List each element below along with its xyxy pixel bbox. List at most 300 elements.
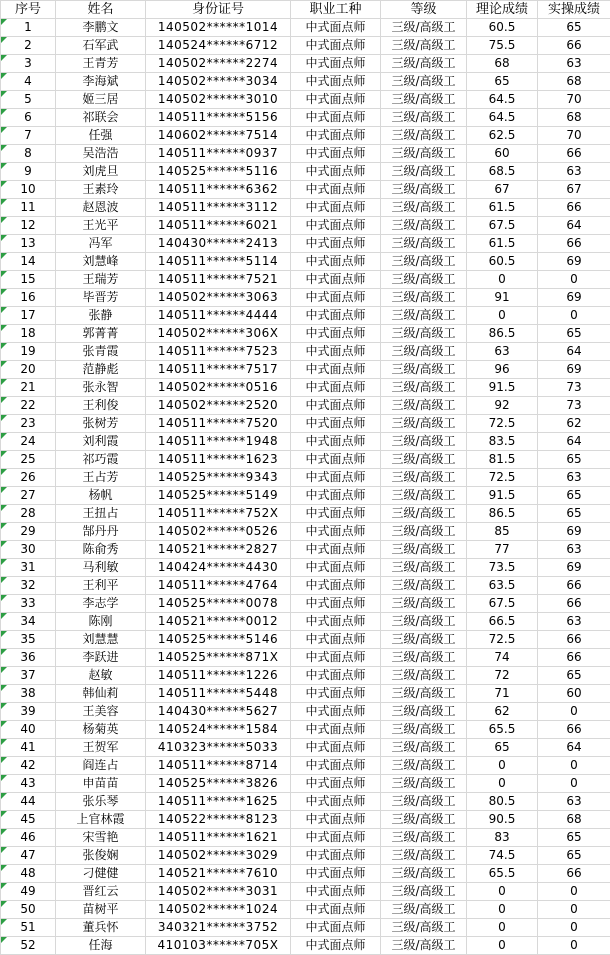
cell-name[interactable]: 任海 (56, 937, 146, 955)
cell-index[interactable]: 32 (1, 577, 56, 595)
cell-id-number[interactable]: 140511******7523 (146, 343, 291, 361)
cell-index[interactable]: 28 (1, 505, 56, 523)
cell-practical-score[interactable]: 0 (538, 937, 610, 955)
cell-name[interactable]: 冯军 (56, 235, 146, 253)
cell-practical-score[interactable]: 63 (538, 469, 610, 487)
cell-id-number[interactable]: 140511******5114 (146, 253, 291, 271)
cell-level[interactable]: 三级/高级工 (381, 451, 467, 469)
cell-theory-score[interactable]: 60.5 (467, 253, 538, 271)
cell-practical-score[interactable]: 63 (538, 163, 610, 181)
cell-theory-score[interactable]: 65 (467, 73, 538, 91)
cell-job[interactable]: 中式面点师 (291, 775, 381, 793)
cell-name[interactable]: 张俊娴 (56, 847, 146, 865)
cell-name[interactable]: 郭菁菁 (56, 325, 146, 343)
cell-id-number[interactable]: 140525******5149 (146, 487, 291, 505)
cell-level[interactable]: 三级/高级工 (381, 595, 467, 613)
cell-job[interactable]: 中式面点师 (291, 127, 381, 145)
cell-job[interactable]: 中式面点师 (291, 757, 381, 775)
cell-job[interactable]: 中式面点师 (291, 739, 381, 757)
cell-job[interactable]: 中式面点师 (291, 937, 381, 955)
cell-id-number[interactable]: 410103******705X (146, 937, 291, 955)
cell-id-number[interactable]: 140502******3063 (146, 289, 291, 307)
cell-practical-score[interactable]: 69 (538, 361, 610, 379)
cell-practical-score[interactable]: 0 (538, 757, 610, 775)
cell-practical-score[interactable]: 69 (538, 523, 610, 541)
cell-theory-score[interactable]: 0 (467, 901, 538, 919)
cell-job[interactable]: 中式面点师 (291, 577, 381, 595)
cell-level[interactable]: 三级/高级工 (381, 487, 467, 505)
cell-job[interactable]: 中式面点师 (291, 631, 381, 649)
cell-theory-score[interactable]: 73.5 (467, 559, 538, 577)
cell-index[interactable]: 24 (1, 433, 56, 451)
cell-index[interactable]: 18 (1, 325, 56, 343)
cell-job[interactable]: 中式面点师 (291, 163, 381, 181)
cell-id-number[interactable]: 410323******5033 (146, 739, 291, 757)
cell-id-number[interactable]: 140511******7517 (146, 361, 291, 379)
cell-job[interactable]: 中式面点师 (291, 649, 381, 667)
cell-index[interactable]: 47 (1, 847, 56, 865)
cell-theory-score[interactable]: 85 (467, 523, 538, 541)
cell-practical-score[interactable]: 70 (538, 127, 610, 145)
cell-level[interactable]: 三级/高级工 (381, 73, 467, 91)
cell-practical-score[interactable]: 63 (538, 541, 610, 559)
cell-name[interactable]: 上官林霞 (56, 811, 146, 829)
cell-theory-score[interactable]: 0 (467, 883, 538, 901)
cell-id-number[interactable]: 140502******306X (146, 325, 291, 343)
cell-level[interactable]: 三级/高级工 (381, 199, 467, 217)
cell-job[interactable]: 中式面点师 (291, 667, 381, 685)
cell-name[interactable]: 王利俊 (56, 397, 146, 415)
cell-index[interactable]: 23 (1, 415, 56, 433)
cell-index[interactable]: 6 (1, 109, 56, 127)
cell-practical-score[interactable]: 68 (538, 73, 610, 91)
cell-index[interactable]: 46 (1, 829, 56, 847)
cell-name[interactable]: 赵恩波 (56, 199, 146, 217)
cell-theory-score[interactable]: 91 (467, 289, 538, 307)
cell-theory-score[interactable]: 64.5 (467, 91, 538, 109)
cell-job[interactable]: 中式面点师 (291, 559, 381, 577)
cell-index[interactable]: 3 (1, 55, 56, 73)
cell-index[interactable]: 9 (1, 163, 56, 181)
cell-level[interactable]: 三级/高级工 (381, 901, 467, 919)
cell-index[interactable]: 10 (1, 181, 56, 199)
cell-job[interactable]: 中式面点师 (291, 433, 381, 451)
cell-level[interactable]: 三级/高级工 (381, 55, 467, 73)
cell-practical-score[interactable]: 0 (538, 271, 610, 289)
cell-id-number[interactable]: 140521******7610 (146, 865, 291, 883)
cell-id-number[interactable]: 140511******1621 (146, 829, 291, 847)
cell-name[interactable]: 李跃进 (56, 649, 146, 667)
cell-level[interactable]: 三级/高级工 (381, 163, 467, 181)
cell-practical-score[interactable]: 63 (538, 55, 610, 73)
cell-job[interactable]: 中式面点师 (291, 505, 381, 523)
cell-index[interactable]: 35 (1, 631, 56, 649)
cell-theory-score[interactable]: 62.5 (467, 127, 538, 145)
cell-job[interactable]: 中式面点师 (291, 397, 381, 415)
cell-index[interactable]: 25 (1, 451, 56, 469)
cell-level[interactable]: 三级/高级工 (381, 109, 467, 127)
cell-name[interactable]: 张青霞 (56, 343, 146, 361)
cell-practical-score[interactable]: 0 (538, 703, 610, 721)
cell-id-number[interactable]: 140502******1024 (146, 901, 291, 919)
cell-practical-score[interactable]: 69 (538, 559, 610, 577)
cell-job[interactable]: 中式面点师 (291, 487, 381, 505)
cell-job[interactable]: 中式面点师 (291, 217, 381, 235)
cell-name[interactable]: 刘虎旦 (56, 163, 146, 181)
cell-name[interactable]: 张树芳 (56, 415, 146, 433)
cell-job[interactable]: 中式面点师 (291, 541, 381, 559)
cell-practical-score[interactable]: 64 (538, 739, 610, 757)
cell-id-number[interactable]: 140525******5146 (146, 631, 291, 649)
cell-job[interactable]: 中式面点师 (291, 361, 381, 379)
cell-index[interactable]: 13 (1, 235, 56, 253)
cell-index[interactable]: 30 (1, 541, 56, 559)
header-cell-name[interactable]: 姓名 (56, 1, 146, 19)
cell-index[interactable]: 2 (1, 37, 56, 55)
cell-level[interactable]: 三级/高级工 (381, 379, 467, 397)
cell-practical-score[interactable]: 0 (538, 775, 610, 793)
cell-practical-score[interactable]: 62 (538, 415, 610, 433)
cell-index[interactable]: 42 (1, 757, 56, 775)
cell-practical-score[interactable]: 64 (538, 217, 610, 235)
cell-id-number[interactable]: 140511******5156 (146, 109, 291, 127)
cell-level[interactable]: 三级/高级工 (381, 829, 467, 847)
cell-job[interactable]: 中式面点师 (291, 829, 381, 847)
cell-level[interactable]: 三级/高级工 (381, 271, 467, 289)
cell-theory-score[interactable]: 65.5 (467, 865, 538, 883)
cell-name[interactable]: 任强 (56, 127, 146, 145)
cell-practical-score[interactable]: 68 (538, 811, 610, 829)
cell-theory-score[interactable]: 64.5 (467, 109, 538, 127)
cell-id-number[interactable]: 140424******4430 (146, 559, 291, 577)
cell-practical-score[interactable]: 66 (538, 145, 610, 163)
cell-theory-score[interactable]: 83.5 (467, 433, 538, 451)
cell-level[interactable]: 三级/高级工 (381, 577, 467, 595)
cell-name[interactable]: 刘慧慧 (56, 631, 146, 649)
cell-level[interactable]: 三级/高级工 (381, 37, 467, 55)
cell-theory-score[interactable]: 86.5 (467, 505, 538, 523)
cell-index[interactable]: 7 (1, 127, 56, 145)
cell-practical-score[interactable]: 65 (538, 487, 610, 505)
cell-theory-score[interactable]: 0 (467, 775, 538, 793)
cell-practical-score[interactable]: 65 (538, 19, 610, 37)
cell-practical-score[interactable]: 64 (538, 343, 610, 361)
cell-practical-score[interactable]: 0 (538, 307, 610, 325)
cell-practical-score[interactable]: 65 (538, 847, 610, 865)
cell-index[interactable]: 29 (1, 523, 56, 541)
cell-theory-score[interactable]: 63 (467, 343, 538, 361)
cell-id-number[interactable]: 140525******871X (146, 649, 291, 667)
cell-theory-score[interactable]: 74.5 (467, 847, 538, 865)
cell-job[interactable]: 中式面点师 (291, 253, 381, 271)
cell-practical-score[interactable]: 65 (538, 325, 610, 343)
cell-name[interactable]: 王瑞芳 (56, 271, 146, 289)
cell-index[interactable]: 45 (1, 811, 56, 829)
cell-id-number[interactable]: 140511******4444 (146, 307, 291, 325)
cell-practical-score[interactable]: 0 (538, 883, 610, 901)
cell-id-number[interactable]: 140502******0526 (146, 523, 291, 541)
cell-job[interactable]: 中式面点师 (291, 451, 381, 469)
cell-name[interactable]: 陈刚 (56, 613, 146, 631)
cell-name[interactable]: 马利敏 (56, 559, 146, 577)
cell-practical-score[interactable]: 73 (538, 397, 610, 415)
cell-level[interactable]: 三级/高级工 (381, 469, 467, 487)
cell-id-number[interactable]: 140511******7520 (146, 415, 291, 433)
cell-job[interactable]: 中式面点师 (291, 847, 381, 865)
cell-practical-score[interactable]: 66 (538, 37, 610, 55)
cell-job[interactable]: 中式面点师 (291, 523, 381, 541)
cell-id-number[interactable]: 140511******6362 (146, 181, 291, 199)
cell-practical-score[interactable]: 66 (538, 577, 610, 595)
cell-index[interactable]: 1 (1, 19, 56, 37)
cell-job[interactable]: 中式面点师 (291, 181, 381, 199)
cell-practical-score[interactable]: 66 (538, 199, 610, 217)
cell-index[interactable]: 44 (1, 793, 56, 811)
cell-level[interactable]: 三级/高级工 (381, 667, 467, 685)
cell-level[interactable]: 三级/高级工 (381, 739, 467, 757)
cell-name[interactable]: 王美容 (56, 703, 146, 721)
cell-theory-score[interactable]: 80.5 (467, 793, 538, 811)
cell-index[interactable]: 27 (1, 487, 56, 505)
cell-theory-score[interactable]: 74 (467, 649, 538, 667)
cell-id-number[interactable]: 140511******0937 (146, 145, 291, 163)
cell-level[interactable]: 三级/高级工 (381, 433, 467, 451)
cell-level[interactable]: 三级/高级工 (381, 253, 467, 271)
cell-job[interactable]: 中式面点师 (291, 343, 381, 361)
cell-practical-score[interactable]: 67 (538, 181, 610, 199)
cell-practical-score[interactable]: 63 (538, 793, 610, 811)
cell-job[interactable]: 中式面点师 (291, 703, 381, 721)
cell-practical-score[interactable]: 69 (538, 289, 610, 307)
cell-theory-score[interactable]: 67.5 (467, 217, 538, 235)
cell-id-number[interactable]: 140502******3031 (146, 883, 291, 901)
cell-job[interactable]: 中式面点师 (291, 379, 381, 397)
cell-name[interactable]: 郜丹丹 (56, 523, 146, 541)
cell-name[interactable]: 张乐琴 (56, 793, 146, 811)
cell-theory-score[interactable]: 75.5 (467, 37, 538, 55)
cell-theory-score[interactable]: 91.5 (467, 379, 538, 397)
cell-index[interactable]: 19 (1, 343, 56, 361)
cell-name[interactable]: 吴浩浩 (56, 145, 146, 163)
cell-level[interactable]: 三级/高级工 (381, 397, 467, 415)
cell-name[interactable]: 范静彪 (56, 361, 146, 379)
cell-name[interactable]: 刘利霞 (56, 433, 146, 451)
cell-level[interactable]: 三级/高级工 (381, 289, 467, 307)
cell-index[interactable]: 37 (1, 667, 56, 685)
cell-level[interactable]: 三级/高级工 (381, 343, 467, 361)
cell-index[interactable]: 48 (1, 865, 56, 883)
cell-name[interactable]: 董兵怀 (56, 919, 146, 937)
cell-level[interactable]: 三级/高级工 (381, 757, 467, 775)
cell-practical-score[interactable]: 0 (538, 919, 610, 937)
cell-job[interactable]: 中式面点师 (291, 91, 381, 109)
cell-job[interactable]: 中式面点师 (291, 271, 381, 289)
cell-theory-score[interactable]: 90.5 (467, 811, 538, 829)
cell-job[interactable]: 中式面点师 (291, 865, 381, 883)
cell-theory-score[interactable]: 72.5 (467, 415, 538, 433)
cell-level[interactable]: 三级/高级工 (381, 865, 467, 883)
cell-level[interactable]: 三级/高级工 (381, 505, 467, 523)
cell-theory-score[interactable]: 68.5 (467, 163, 538, 181)
cell-name[interactable]: 刁健健 (56, 865, 146, 883)
cell-theory-score[interactable]: 65 (467, 739, 538, 757)
cell-name[interactable]: 李鹏文 (56, 19, 146, 37)
cell-job[interactable]: 中式面点师 (291, 37, 381, 55)
cell-index[interactable]: 20 (1, 361, 56, 379)
cell-level[interactable]: 三级/高级工 (381, 235, 467, 253)
cell-job[interactable]: 中式面点师 (291, 55, 381, 73)
cell-level[interactable]: 三级/高级工 (381, 685, 467, 703)
cell-id-number[interactable]: 140511******752X (146, 505, 291, 523)
cell-id-number[interactable]: 140511******4764 (146, 577, 291, 595)
cell-job[interactable]: 中式面点师 (291, 613, 381, 631)
cell-theory-score[interactable]: 81.5 (467, 451, 538, 469)
cell-id-number[interactable]: 140511******1226 (146, 667, 291, 685)
cell-index[interactable]: 21 (1, 379, 56, 397)
cell-theory-score[interactable]: 62 (467, 703, 538, 721)
cell-theory-score[interactable]: 83 (467, 829, 538, 847)
cell-job[interactable]: 中式面点师 (291, 415, 381, 433)
cell-level[interactable]: 三级/高级工 (381, 703, 467, 721)
cell-practical-score[interactable]: 65 (538, 829, 610, 847)
cell-id-number[interactable]: 140430******2413 (146, 235, 291, 253)
cell-level[interactable]: 三级/高级工 (381, 793, 467, 811)
cell-name[interactable]: 李海斌 (56, 73, 146, 91)
cell-name[interactable]: 王贺军 (56, 739, 146, 757)
cell-practical-score[interactable]: 66 (538, 721, 610, 739)
cell-job[interactable]: 中式面点师 (291, 595, 381, 613)
cell-index[interactable]: 8 (1, 145, 56, 163)
header-cell-practical[interactable]: 实操成绩 (538, 1, 610, 19)
cell-level[interactable]: 三级/高级工 (381, 721, 467, 739)
cell-level[interactable]: 三级/高级工 (381, 91, 467, 109)
cell-job[interactable]: 中式面点师 (291, 145, 381, 163)
cell-id-number[interactable]: 140511******1623 (146, 451, 291, 469)
cell-job[interactable]: 中式面点师 (291, 685, 381, 703)
cell-level[interactable]: 三级/高级工 (381, 613, 467, 631)
header-cell-job[interactable]: 职业工种 (291, 1, 381, 19)
cell-index[interactable]: 31 (1, 559, 56, 577)
cell-practical-score[interactable]: 73 (538, 379, 610, 397)
cell-job[interactable]: 中式面点师 (291, 19, 381, 37)
cell-theory-score[interactable]: 60.5 (467, 19, 538, 37)
cell-index[interactable]: 40 (1, 721, 56, 739)
cell-theory-score[interactable]: 71 (467, 685, 538, 703)
cell-index[interactable]: 52 (1, 937, 56, 955)
cell-level[interactable]: 三级/高级工 (381, 127, 467, 145)
cell-index[interactable]: 4 (1, 73, 56, 91)
cell-id-number[interactable]: 340321******3752 (146, 919, 291, 937)
cell-job[interactable]: 中式面点师 (291, 289, 381, 307)
cell-index[interactable]: 43 (1, 775, 56, 793)
cell-index[interactable]: 51 (1, 919, 56, 937)
cell-theory-score[interactable]: 0 (467, 757, 538, 775)
cell-index[interactable]: 50 (1, 901, 56, 919)
cell-practical-score[interactable]: 70 (538, 91, 610, 109)
cell-index[interactable]: 11 (1, 199, 56, 217)
cell-theory-score[interactable]: 0 (467, 937, 538, 955)
cell-id-number[interactable]: 140525******5116 (146, 163, 291, 181)
cell-theory-score[interactable]: 65.5 (467, 721, 538, 739)
cell-id-number[interactable]: 140524******6712 (146, 37, 291, 55)
cell-id-number[interactable]: 140502******1014 (146, 19, 291, 37)
cell-practical-score[interactable]: 66 (538, 235, 610, 253)
cell-theory-score[interactable]: 66.5 (467, 613, 538, 631)
cell-level[interactable]: 三级/高级工 (381, 217, 467, 235)
cell-name[interactable]: 张静 (56, 307, 146, 325)
cell-name[interactable]: 王利平 (56, 577, 146, 595)
cell-theory-score[interactable]: 86.5 (467, 325, 538, 343)
cell-practical-score[interactable]: 66 (538, 595, 610, 613)
cell-index[interactable]: 36 (1, 649, 56, 667)
cell-practical-score[interactable]: 65 (538, 505, 610, 523)
cell-level[interactable]: 三级/高级工 (381, 361, 467, 379)
cell-theory-score[interactable]: 67.5 (467, 595, 538, 613)
cell-name[interactable]: 姬三居 (56, 91, 146, 109)
cell-level[interactable]: 三级/高级工 (381, 775, 467, 793)
cell-id-number[interactable]: 140524******1584 (146, 721, 291, 739)
cell-level[interactable]: 三级/高级工 (381, 523, 467, 541)
cell-practical-score[interactable]: 0 (538, 901, 610, 919)
cell-theory-score[interactable]: 72.5 (467, 469, 538, 487)
cell-index[interactable]: 34 (1, 613, 56, 631)
cell-job[interactable]: 中式面点师 (291, 469, 381, 487)
cell-theory-score[interactable]: 96 (467, 361, 538, 379)
cell-practical-score[interactable]: 68 (538, 109, 610, 127)
cell-job[interactable]: 中式面点师 (291, 307, 381, 325)
cell-name[interactable]: 申苗苗 (56, 775, 146, 793)
cell-id-number[interactable]: 140602******7514 (146, 127, 291, 145)
cell-job[interactable]: 中式面点师 (291, 721, 381, 739)
cell-level[interactable]: 三级/高级工 (381, 181, 467, 199)
cell-level[interactable]: 三级/高级工 (381, 649, 467, 667)
cell-id-number[interactable]: 140502******0516 (146, 379, 291, 397)
cell-id-number[interactable]: 140511******3112 (146, 199, 291, 217)
cell-id-number[interactable]: 140511******1625 (146, 793, 291, 811)
cell-name[interactable]: 王占芳 (56, 469, 146, 487)
cell-practical-score[interactable]: 69 (538, 253, 610, 271)
cell-level[interactable]: 三级/高级工 (381, 307, 467, 325)
cell-name[interactable]: 苗树平 (56, 901, 146, 919)
cell-theory-score[interactable]: 68 (467, 55, 538, 73)
cell-theory-score[interactable]: 77 (467, 541, 538, 559)
cell-job[interactable]: 中式面点师 (291, 109, 381, 127)
cell-index[interactable]: 26 (1, 469, 56, 487)
cell-name[interactable]: 李志学 (56, 595, 146, 613)
cell-job[interactable]: 中式面点师 (291, 883, 381, 901)
cell-job[interactable]: 中式面点师 (291, 919, 381, 937)
cell-theory-score[interactable]: 67 (467, 181, 538, 199)
header-cell-theory[interactable]: 理论成绩 (467, 1, 538, 19)
cell-theory-score[interactable]: 0 (467, 271, 538, 289)
cell-name[interactable]: 毕晋芳 (56, 289, 146, 307)
cell-name[interactable]: 刘慧峰 (56, 253, 146, 271)
cell-theory-score[interactable]: 91.5 (467, 487, 538, 505)
cell-job[interactable]: 中式面点师 (291, 73, 381, 91)
cell-practical-score[interactable]: 65 (538, 667, 610, 685)
cell-id-number[interactable]: 140502******3029 (146, 847, 291, 865)
cell-id-number[interactable]: 140502******2274 (146, 55, 291, 73)
cell-name[interactable]: 祁联会 (56, 109, 146, 127)
cell-practical-score[interactable]: 65 (538, 451, 610, 469)
cell-theory-score[interactable]: 72 (467, 667, 538, 685)
cell-name[interactable]: 杨帆 (56, 487, 146, 505)
cell-id-number[interactable]: 140502******3010 (146, 91, 291, 109)
cell-job[interactable]: 中式面点师 (291, 235, 381, 253)
cell-job[interactable]: 中式面点师 (291, 901, 381, 919)
header-cell-level[interactable]: 等级 (381, 1, 467, 19)
cell-id-number[interactable]: 140511******6021 (146, 217, 291, 235)
